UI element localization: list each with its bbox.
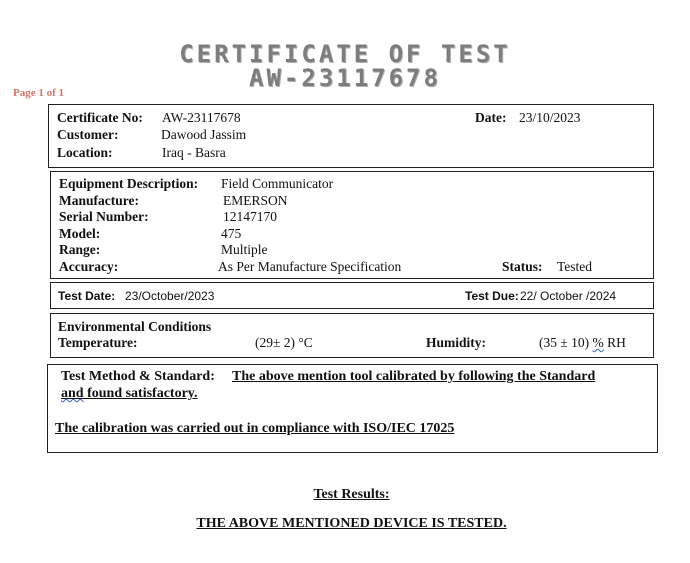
certificate-no-label: Certificate No: [57,110,143,125]
test-method-line2-rest: found satisfactory. [83,386,198,401]
location-label: Location: [57,145,113,160]
humidity-value [539,335,626,351]
certificate-title: CERTIFICATE OF TEST [179,40,511,68]
environment-heading: Environmental Conditions [58,319,212,334]
humidity-value-suffix: RH [603,335,626,350]
compliance-statement: The calibration was carried out in compliance with ISO/IEC 17025 [55,421,455,436]
client-info-box [48,104,654,168]
customer-value: Dawood Jassim [161,127,247,142]
humidity-value-prefix: (35 ± 10) [539,335,593,350]
page-number: Page 1 of 1 [13,87,65,99]
test-method-box [47,364,658,453]
test-method-line2-and: and [61,386,84,401]
range-label: Range: [59,242,101,257]
certificate-no-value: AW-23117678 [162,110,241,125]
equipment-info-box [50,171,654,279]
status-label: Status: [502,259,543,274]
location-value: Iraq - Basra [162,145,226,160]
test-date-value: 23/October/2023 [125,289,215,303]
environment-box [50,313,654,358]
test-method-label: Test Method & Standard: [61,369,215,384]
test-results-statement: THE ABOVE MENTIONED DEVICE IS TESTED. [196,516,507,531]
humidity-percent-sign: % [592,335,604,350]
status-value: Tested [557,259,593,274]
test-dates-box [50,282,654,309]
test-method-line2 [61,386,198,402]
accuracy-label: Accuracy: [59,259,119,274]
serial-number-value: 12147170 [223,209,277,224]
serial-number-label: Serial Number: [59,209,149,224]
model-label: Model: [59,226,101,241]
range-value: Multiple [221,242,268,257]
test-due-label: Test Due: [465,289,519,303]
equipment-description-value: Field Communicator [221,176,334,191]
test-date-label: Test Date: [58,289,116,303]
test-method-line1: The above mention tool calibrated by following the Standard [232,369,596,384]
humidity-label: Humidity: [426,335,487,350]
manufacture-value: EMERSON [223,193,288,208]
date-value: 23/10/2023 [519,110,581,125]
accuracy-value: As Per Manufacture Specification [218,259,402,274]
equipment-description-label: Equipment Description: [59,176,199,191]
model-value: 475 [221,226,242,241]
temperature-value: (29± 2) °C [255,335,313,350]
temperature-label: Temperature: [58,335,138,350]
date-label: Date: [475,110,507,125]
certificate-number-title: AW-23117678 [249,64,441,92]
test-results-heading: Test Results: [313,487,390,502]
customer-label: Customer: [57,127,119,142]
manufacture-label: Manufacture: [59,193,139,208]
test-due-value: 22/ October /2024 [520,289,617,303]
